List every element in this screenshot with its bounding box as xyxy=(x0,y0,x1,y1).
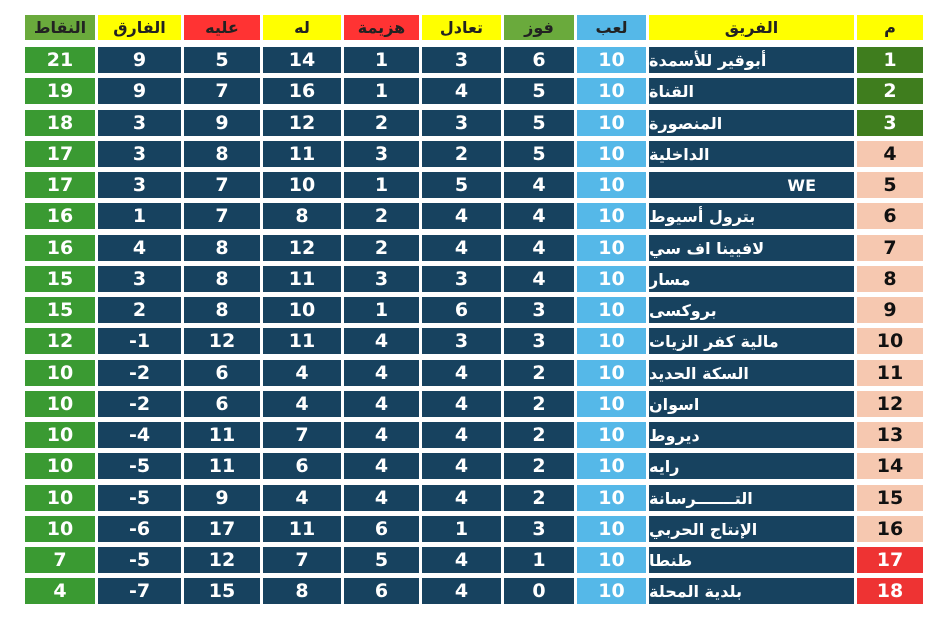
cell-diff: -5 xyxy=(98,485,181,511)
cell-win: 2 xyxy=(504,485,574,511)
cell-win: 3 xyxy=(504,297,574,323)
cell-against: 8 xyxy=(184,266,260,292)
cell-for: 11 xyxy=(263,328,341,354)
cell-rank: 10 xyxy=(857,328,923,354)
cell-for: 14 xyxy=(263,47,341,73)
cell-rank: 6 xyxy=(857,203,923,229)
cell-for: 16 xyxy=(263,78,341,104)
cell-diff: -5 xyxy=(98,453,181,479)
cell-played: 10 xyxy=(577,360,646,386)
team-name: مالية كفر الزيات xyxy=(649,328,854,354)
cell-against: 15 xyxy=(184,578,260,604)
cell-diff: -7 xyxy=(98,578,181,604)
cell-played: 10 xyxy=(577,203,646,229)
cell-points: 16 xyxy=(25,235,95,261)
cell-diff: 9 xyxy=(98,78,181,104)
header-win: فوز xyxy=(504,15,574,40)
cell-for: 10 xyxy=(263,172,341,198)
cell-draw: 2 xyxy=(422,141,501,167)
cell-against: 8 xyxy=(184,235,260,261)
header-diff: الفارق xyxy=(98,15,181,40)
cell-loss: 1 xyxy=(344,47,419,73)
cell-points: 17 xyxy=(25,172,95,198)
cell-played: 10 xyxy=(577,110,646,136)
cell-loss: 3 xyxy=(344,141,419,167)
cell-rank: 15 xyxy=(857,485,923,511)
cell-win: 2 xyxy=(504,422,574,448)
header-points: النقاط xyxy=(25,15,95,40)
cell-played: 10 xyxy=(577,453,646,479)
header-rank: م xyxy=(857,15,923,40)
team-name: WE xyxy=(649,172,854,198)
cell-diff: 4 xyxy=(98,235,181,261)
cell-win: 1 xyxy=(504,547,574,573)
team-name: أبوقير للأسمدة xyxy=(649,47,854,73)
cell-played: 10 xyxy=(577,578,646,604)
team-name: رايه xyxy=(649,453,854,479)
cell-against: 8 xyxy=(184,141,260,167)
cell-played: 10 xyxy=(577,172,646,198)
cell-rank: 3 xyxy=(857,110,923,136)
header-team: الفريق xyxy=(649,15,854,40)
cell-for: 11 xyxy=(263,266,341,292)
cell-draw: 4 xyxy=(422,235,501,261)
team-name: السكة الحديد xyxy=(649,360,854,386)
cell-draw: 4 xyxy=(422,453,501,479)
cell-for: 12 xyxy=(263,110,341,136)
cell-rank: 8 xyxy=(857,266,923,292)
cell-win: 5 xyxy=(504,78,574,104)
cell-win: 4 xyxy=(504,172,574,198)
cell-draw: 4 xyxy=(422,203,501,229)
cell-points: 10 xyxy=(25,360,95,386)
cell-loss: 2 xyxy=(344,110,419,136)
cell-points: 19 xyxy=(25,78,95,104)
cell-points: 15 xyxy=(25,297,95,323)
cell-for: 11 xyxy=(263,516,341,542)
cell-for: 4 xyxy=(263,391,341,417)
cell-win: 2 xyxy=(504,391,574,417)
cell-draw: 4 xyxy=(422,391,501,417)
cell-rank: 13 xyxy=(857,422,923,448)
cell-win: 0 xyxy=(504,578,574,604)
cell-diff: -2 xyxy=(98,360,181,386)
cell-loss: 2 xyxy=(344,235,419,261)
cell-against: 6 xyxy=(184,360,260,386)
cell-loss: 4 xyxy=(344,360,419,386)
cell-diff: -4 xyxy=(98,422,181,448)
cell-points: 17 xyxy=(25,141,95,167)
cell-loss: 4 xyxy=(344,485,419,511)
cell-for: 6 xyxy=(263,453,341,479)
cell-win: 4 xyxy=(504,266,574,292)
cell-win: 6 xyxy=(504,47,574,73)
cell-rank: 5 xyxy=(857,172,923,198)
cell-draw: 6 xyxy=(422,297,501,323)
cell-draw: 4 xyxy=(422,485,501,511)
cell-against: 17 xyxy=(184,516,260,542)
cell-played: 10 xyxy=(577,516,646,542)
cell-rank: 17 xyxy=(857,547,923,573)
cell-diff: 3 xyxy=(98,110,181,136)
cell-loss: 6 xyxy=(344,516,419,542)
cell-loss: 4 xyxy=(344,453,419,479)
cell-points: 16 xyxy=(25,203,95,229)
cell-loss: 1 xyxy=(344,297,419,323)
cell-draw: 3 xyxy=(422,110,501,136)
cell-against: 7 xyxy=(184,78,260,104)
cell-played: 10 xyxy=(577,391,646,417)
cell-loss: 6 xyxy=(344,578,419,604)
cell-win: 4 xyxy=(504,235,574,261)
cell-rank: 11 xyxy=(857,360,923,386)
cell-played: 10 xyxy=(577,47,646,73)
cell-loss: 2 xyxy=(344,203,419,229)
cell-win: 2 xyxy=(504,360,574,386)
cell-points: 12 xyxy=(25,328,95,354)
cell-points: 10 xyxy=(25,422,95,448)
cell-against: 9 xyxy=(184,110,260,136)
cell-points: 10 xyxy=(25,516,95,542)
header-against: عليه xyxy=(184,15,260,40)
cell-points: 7 xyxy=(25,547,95,573)
cell-points: 10 xyxy=(25,391,95,417)
cell-played: 10 xyxy=(577,328,646,354)
cell-diff: 3 xyxy=(98,266,181,292)
cell-rank: 4 xyxy=(857,141,923,167)
cell-loss: 1 xyxy=(344,172,419,198)
cell-diff: 3 xyxy=(98,141,181,167)
team-name: المنصورة xyxy=(649,110,854,136)
cell-for: 4 xyxy=(263,485,341,511)
cell-draw: 4 xyxy=(422,422,501,448)
cell-played: 10 xyxy=(577,235,646,261)
cell-loss: 4 xyxy=(344,328,419,354)
cell-diff: -6 xyxy=(98,516,181,542)
cell-against: 11 xyxy=(184,453,260,479)
cell-rank: 7 xyxy=(857,235,923,261)
cell-for: 8 xyxy=(263,578,341,604)
cell-win: 3 xyxy=(504,516,574,542)
cell-rank: 1 xyxy=(857,47,923,73)
cell-points: 4 xyxy=(25,578,95,604)
cell-points: 18 xyxy=(25,110,95,136)
team-name: الإنتاج الحربي xyxy=(649,516,854,542)
cell-diff: 2 xyxy=(98,297,181,323)
cell-played: 10 xyxy=(577,141,646,167)
cell-draw: 1 xyxy=(422,516,501,542)
cell-played: 10 xyxy=(577,547,646,573)
team-name: لافيينا اف سي xyxy=(649,235,854,261)
cell-played: 10 xyxy=(577,78,646,104)
cell-against: 9 xyxy=(184,485,260,511)
cell-against: 7 xyxy=(184,172,260,198)
cell-against: 5 xyxy=(184,47,260,73)
cell-loss: 3 xyxy=(344,266,419,292)
cell-loss: 1 xyxy=(344,78,419,104)
header-loss: هزيمة xyxy=(344,15,419,40)
cell-diff: -1 xyxy=(98,328,181,354)
cell-for: 7 xyxy=(263,422,341,448)
cell-rank: 18 xyxy=(857,578,923,604)
cell-against: 12 xyxy=(184,547,260,573)
cell-diff: 3 xyxy=(98,172,181,198)
cell-rank: 9 xyxy=(857,297,923,323)
team-name: الداخلية xyxy=(649,141,854,167)
team-name: ديروط xyxy=(649,422,854,448)
cell-against: 6 xyxy=(184,391,260,417)
cell-points: 15 xyxy=(25,266,95,292)
cell-diff: 1 xyxy=(98,203,181,229)
header-for: له xyxy=(263,15,341,40)
cell-rank: 14 xyxy=(857,453,923,479)
team-name: بترول أسيوط xyxy=(649,203,854,229)
cell-against: 11 xyxy=(184,422,260,448)
cell-win: 3 xyxy=(504,328,574,354)
cell-draw: 4 xyxy=(422,78,501,104)
cell-draw: 4 xyxy=(422,578,501,604)
cell-played: 10 xyxy=(577,297,646,323)
team-name: بروكسى xyxy=(649,297,854,323)
cell-for: 7 xyxy=(263,547,341,573)
cell-points: 21 xyxy=(25,47,95,73)
cell-points: 10 xyxy=(25,453,95,479)
cell-for: 8 xyxy=(263,203,341,229)
cell-draw: 5 xyxy=(422,172,501,198)
cell-draw: 4 xyxy=(422,360,501,386)
team-name: القناة xyxy=(649,78,854,104)
cell-for: 11 xyxy=(263,141,341,167)
cell-draw: 3 xyxy=(422,47,501,73)
cell-draw: 3 xyxy=(422,266,501,292)
cell-win: 5 xyxy=(504,110,574,136)
cell-loss: 4 xyxy=(344,391,419,417)
cell-played: 10 xyxy=(577,485,646,511)
cell-against: 7 xyxy=(184,203,260,229)
cell-for: 10 xyxy=(263,297,341,323)
cell-rank: 2 xyxy=(857,78,923,104)
cell-rank: 16 xyxy=(857,516,923,542)
cell-diff: 9 xyxy=(98,47,181,73)
cell-loss: 4 xyxy=(344,422,419,448)
cell-win: 2 xyxy=(504,453,574,479)
cell-diff: -5 xyxy=(98,547,181,573)
cell-for: 12 xyxy=(263,235,341,261)
cell-win: 5 xyxy=(504,141,574,167)
team-name: بلدية المحلة xyxy=(649,578,854,604)
cell-for: 4 xyxy=(263,360,341,386)
cell-against: 12 xyxy=(184,328,260,354)
cell-diff: -2 xyxy=(98,391,181,417)
team-name: اسوان xyxy=(649,391,854,417)
cell-rank: 12 xyxy=(857,391,923,417)
team-name: طنطا xyxy=(649,547,854,573)
team-name: التـــــــرسانة xyxy=(649,485,854,511)
cell-draw: 4 xyxy=(422,547,501,573)
cell-played: 10 xyxy=(577,266,646,292)
cell-win: 4 xyxy=(504,203,574,229)
cell-draw: 3 xyxy=(422,328,501,354)
cell-against: 8 xyxy=(184,297,260,323)
header-draw: تعادل xyxy=(422,15,501,40)
cell-loss: 5 xyxy=(344,547,419,573)
team-name: مسار xyxy=(649,266,854,292)
cell-points: 10 xyxy=(25,485,95,511)
cell-played: 10 xyxy=(577,422,646,448)
header-played: لعب xyxy=(577,15,646,40)
